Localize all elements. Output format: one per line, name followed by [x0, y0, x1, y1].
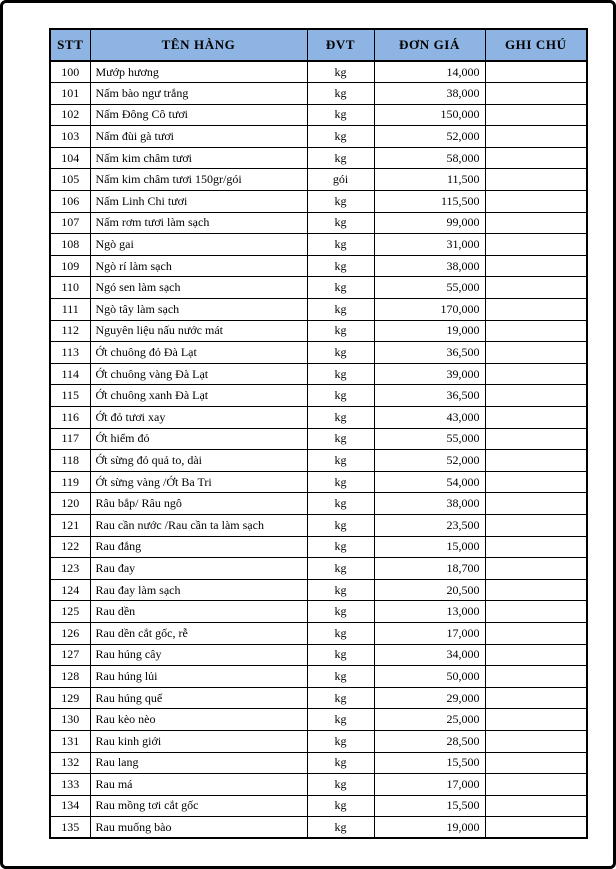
cell-price: 170,000: [374, 299, 485, 321]
cell-stt: 122: [50, 536, 90, 558]
cell-name: Ớt đỏ tươi xay: [90, 407, 307, 429]
cell-price: 20,500: [374, 579, 485, 601]
cell-unit: kg: [307, 450, 374, 472]
cell-name: Ớt chuông xanh Đà Lạt: [90, 385, 307, 407]
cell-unit: kg: [307, 709, 374, 731]
cell-note: [485, 147, 587, 169]
cell-price: 15,000: [374, 536, 485, 558]
table-row: [50, 601, 587, 623]
cell-note: [485, 104, 587, 126]
table-row: [50, 514, 587, 536]
cell-unit: kg: [307, 104, 374, 126]
cell-unit: kg: [307, 342, 374, 364]
cell-name: Rau húng quế: [90, 687, 307, 709]
cell-price: 38,000: [374, 83, 485, 105]
cell-stt: 134: [50, 795, 90, 817]
cell-price: 58,000: [374, 147, 485, 169]
cell-unit: kg: [307, 277, 374, 299]
cell-stt: 104: [50, 147, 90, 169]
table-row: [50, 709, 587, 731]
cell-note: [485, 277, 587, 299]
cell-name: Nấm đùi gà tươi: [90, 126, 307, 148]
table-row: [50, 536, 587, 558]
cell-note: [485, 471, 587, 493]
cell-stt: 107: [50, 212, 90, 234]
cell-note: [485, 514, 587, 536]
cell-note: [485, 428, 587, 450]
cell-price: 55,000: [374, 428, 485, 450]
table-row: [50, 363, 587, 385]
cell-price: 55,000: [374, 277, 485, 299]
cell-stt: 127: [50, 644, 90, 666]
table-row: [50, 83, 587, 105]
table-row: [50, 622, 587, 644]
cell-name: Nấm Linh Chi tươi: [90, 191, 307, 213]
cell-price: 52,000: [374, 126, 485, 148]
table-row: [50, 147, 587, 169]
cell-price: 52,000: [374, 450, 485, 472]
table-row: [50, 320, 587, 342]
table-row: [50, 234, 587, 256]
table-header-row: [50, 29, 587, 61]
cell-unit: kg: [307, 255, 374, 277]
cell-unit: kg: [307, 514, 374, 536]
cell-note: [485, 601, 587, 623]
col-header-note: GHI CHÚ: [485, 29, 587, 61]
cell-note: [485, 774, 587, 796]
cell-name: Rau đay: [90, 558, 307, 580]
cell-stt: 116: [50, 407, 90, 429]
cell-unit: kg: [307, 363, 374, 385]
cell-name: Ngò rí làm sạch: [90, 255, 307, 277]
table-row: [50, 104, 587, 126]
cell-unit: kg: [307, 407, 374, 429]
cell-price: 38,000: [374, 255, 485, 277]
cell-unit: kg: [307, 622, 374, 644]
table-row: [50, 277, 587, 299]
cell-price: 29,000: [374, 687, 485, 709]
cell-stt: 100: [50, 61, 90, 83]
cell-price: 23,500: [374, 514, 485, 536]
cell-name: Nấm kim châm tươi 150gr/gói: [90, 169, 307, 191]
cell-price: 43,000: [374, 407, 485, 429]
cell-note: [485, 169, 587, 191]
cell-stt: 101: [50, 83, 90, 105]
table-row: [50, 795, 587, 817]
table-row: [50, 558, 587, 580]
cell-name: Ớt sừng đỏ quả to, dài: [90, 450, 307, 472]
cell-price: 150,000: [374, 104, 485, 126]
cell-unit: kg: [307, 83, 374, 105]
cell-unit: kg: [307, 579, 374, 601]
cell-price: 31,000: [374, 234, 485, 256]
table-row: [50, 752, 587, 774]
cell-unit: kg: [307, 320, 374, 342]
cell-price: 50,000: [374, 666, 485, 688]
cell-name: Rau kèo nèo: [90, 709, 307, 731]
cell-stt: 133: [50, 774, 90, 796]
cell-note: [485, 795, 587, 817]
cell-name: Mướp hương: [90, 61, 307, 83]
cell-note: [485, 450, 587, 472]
cell-name: Ngò tây làm sạch: [90, 299, 307, 321]
col-header-unit: ĐVT: [307, 29, 374, 61]
table-row: [50, 255, 587, 277]
cell-stt: 120: [50, 493, 90, 515]
cell-unit: kg: [307, 299, 374, 321]
table-row: [50, 687, 587, 709]
cell-unit: kg: [307, 601, 374, 623]
cell-name: Nguyên liệu nấu nước mát: [90, 320, 307, 342]
table-row: [50, 191, 587, 213]
cell-note: [485, 385, 587, 407]
cell-name: Rau muống bào: [90, 817, 307, 839]
cell-note: [485, 342, 587, 364]
cell-note: [485, 536, 587, 558]
cell-stt: 110: [50, 277, 90, 299]
cell-stt: 111: [50, 299, 90, 321]
table-body: [50, 61, 587, 838]
cell-name: Rau húng lủi: [90, 666, 307, 688]
cell-note: [485, 83, 587, 105]
cell-name: Ngó sen làm sạch: [90, 277, 307, 299]
cell-stt: 126: [50, 622, 90, 644]
cell-unit: kg: [307, 126, 374, 148]
cell-stt: 114: [50, 363, 90, 385]
cell-stt: 102: [50, 104, 90, 126]
cell-stt: 128: [50, 666, 90, 688]
cell-unit: kg: [307, 730, 374, 752]
cell-note: [485, 709, 587, 731]
cell-unit: kg: [307, 385, 374, 407]
cell-price: 14,000: [374, 61, 485, 83]
cell-name: Ớt sừng vàng /Ớt Ba Tri: [90, 471, 307, 493]
cell-stt: 129: [50, 687, 90, 709]
table-row: [50, 730, 587, 752]
table-row: [50, 385, 587, 407]
cell-stt: 123: [50, 558, 90, 580]
cell-stt: 108: [50, 234, 90, 256]
cell-unit: kg: [307, 191, 374, 213]
cell-unit: kg: [307, 795, 374, 817]
cell-stt: 125: [50, 601, 90, 623]
cell-unit: kg: [307, 666, 374, 688]
cell-stt: 115: [50, 385, 90, 407]
table-row: [50, 644, 587, 666]
cell-price: 11,500: [374, 169, 485, 191]
cell-note: [485, 234, 587, 256]
cell-name: Rau má: [90, 774, 307, 796]
cell-name: Rau đay làm sạch: [90, 579, 307, 601]
cell-name: Rau dền cắt gốc, rễ: [90, 622, 307, 644]
cell-price: 17,000: [374, 622, 485, 644]
cell-note: [485, 320, 587, 342]
cell-name: Rau đắng: [90, 536, 307, 558]
cell-name: Rau dền: [90, 601, 307, 623]
table-row: [50, 61, 587, 83]
cell-stt: 131: [50, 730, 90, 752]
table-row: [50, 471, 587, 493]
table-row: [50, 666, 587, 688]
cell-unit: gói: [307, 169, 374, 191]
cell-price: 38,000: [374, 493, 485, 515]
col-header-price: ĐƠN GIÁ: [374, 29, 485, 61]
cell-name: Ớt chuông vàng Đà Lạt: [90, 363, 307, 385]
cell-stt: 105: [50, 169, 90, 191]
cell-unit: kg: [307, 428, 374, 450]
table-row: [50, 579, 587, 601]
cell-unit: kg: [307, 61, 374, 83]
price-table: [49, 28, 588, 839]
cell-unit: kg: [307, 536, 374, 558]
cell-price: 18,700: [374, 558, 485, 580]
table-row: [50, 342, 587, 364]
cell-name: Nấm Đông Cô tươi: [90, 104, 307, 126]
cell-name: Rau lang: [90, 752, 307, 774]
cell-price: 19,000: [374, 320, 485, 342]
cell-unit: kg: [307, 234, 374, 256]
cell-price: 115,500: [374, 191, 485, 213]
cell-note: [485, 687, 587, 709]
table-row: [50, 126, 587, 148]
cell-price: 19,000: [374, 817, 485, 839]
cell-note: [485, 191, 587, 213]
cell-note: [485, 817, 587, 839]
cell-unit: kg: [307, 644, 374, 666]
cell-note: [485, 363, 587, 385]
cell-unit: kg: [307, 817, 374, 839]
cell-name: Rau húng cây: [90, 644, 307, 666]
cell-price: 36,500: [374, 342, 485, 364]
cell-stt: 113: [50, 342, 90, 364]
cell-name: Rau mồng tơi cắt gốc: [90, 795, 307, 817]
cell-name: Nấm bào ngư trắng: [90, 83, 307, 105]
cell-note: [485, 126, 587, 148]
cell-note: [485, 407, 587, 429]
cell-stt: 119: [50, 471, 90, 493]
cell-name: Nấm kim châm tươi: [90, 147, 307, 169]
cell-price: 17,000: [374, 774, 485, 796]
table-row: [50, 428, 587, 450]
cell-unit: kg: [307, 752, 374, 774]
cell-stt: 130: [50, 709, 90, 731]
col-header-name: TÊN HÀNG: [90, 29, 307, 61]
cell-stt: 109: [50, 255, 90, 277]
table-row: [50, 493, 587, 515]
cell-stt: 121: [50, 514, 90, 536]
cell-price: 34,000: [374, 644, 485, 666]
cell-unit: kg: [307, 471, 374, 493]
cell-stt: 118: [50, 450, 90, 472]
cell-price: 15,500: [374, 752, 485, 774]
cell-note: [485, 579, 587, 601]
cell-name: Râu bắp/ Râu ngô: [90, 493, 307, 515]
cell-unit: kg: [307, 687, 374, 709]
cell-note: [485, 730, 587, 752]
cell-unit: kg: [307, 558, 374, 580]
cell-stt: 112: [50, 320, 90, 342]
table-row: [50, 774, 587, 796]
col-header-stt: STT: [50, 29, 90, 61]
cell-name: Rau kinh giới: [90, 730, 307, 752]
cell-stt: 132: [50, 752, 90, 774]
cell-note: [485, 299, 587, 321]
cell-name: Rau cần nước /Rau cần ta làm sạch: [90, 514, 307, 536]
cell-name: Ngò gai: [90, 234, 307, 256]
cell-stt: 135: [50, 817, 90, 839]
cell-stt: 117: [50, 428, 90, 450]
cell-price: 39,000: [374, 363, 485, 385]
table-row: [50, 450, 587, 472]
cell-note: [485, 493, 587, 515]
cell-note: [485, 644, 587, 666]
cell-price: 13,000: [374, 601, 485, 623]
table-row: [50, 817, 587, 839]
cell-unit: kg: [307, 493, 374, 515]
cell-name: Ớt chuông đỏ Đà Lạt: [90, 342, 307, 364]
cell-note: [485, 212, 587, 234]
cell-price: 99,000: [374, 212, 485, 234]
cell-unit: kg: [307, 212, 374, 234]
cell-price: 54,000: [374, 471, 485, 493]
cell-price: 25,000: [374, 709, 485, 731]
table-row: [50, 407, 587, 429]
cell-name: Ớt hiểm đỏ: [90, 428, 307, 450]
cell-note: [485, 752, 587, 774]
cell-stt: 106: [50, 191, 90, 213]
cell-note: [485, 622, 587, 644]
cell-name: Nấm rơm tươi làm sạch: [90, 212, 307, 234]
cell-price: 28,500: [374, 730, 485, 752]
cell-note: [485, 558, 587, 580]
table-row: [50, 212, 587, 234]
cell-stt: 124: [50, 579, 90, 601]
cell-unit: kg: [307, 774, 374, 796]
table-row: [50, 169, 587, 191]
cell-unit: kg: [307, 147, 374, 169]
cell-stt: 103: [50, 126, 90, 148]
cell-note: [485, 255, 587, 277]
table-row: [50, 299, 587, 321]
cell-price: 15,500: [374, 795, 485, 817]
cell-note: [485, 666, 587, 688]
cell-note: [485, 61, 587, 83]
cell-price: 36,500: [374, 385, 485, 407]
